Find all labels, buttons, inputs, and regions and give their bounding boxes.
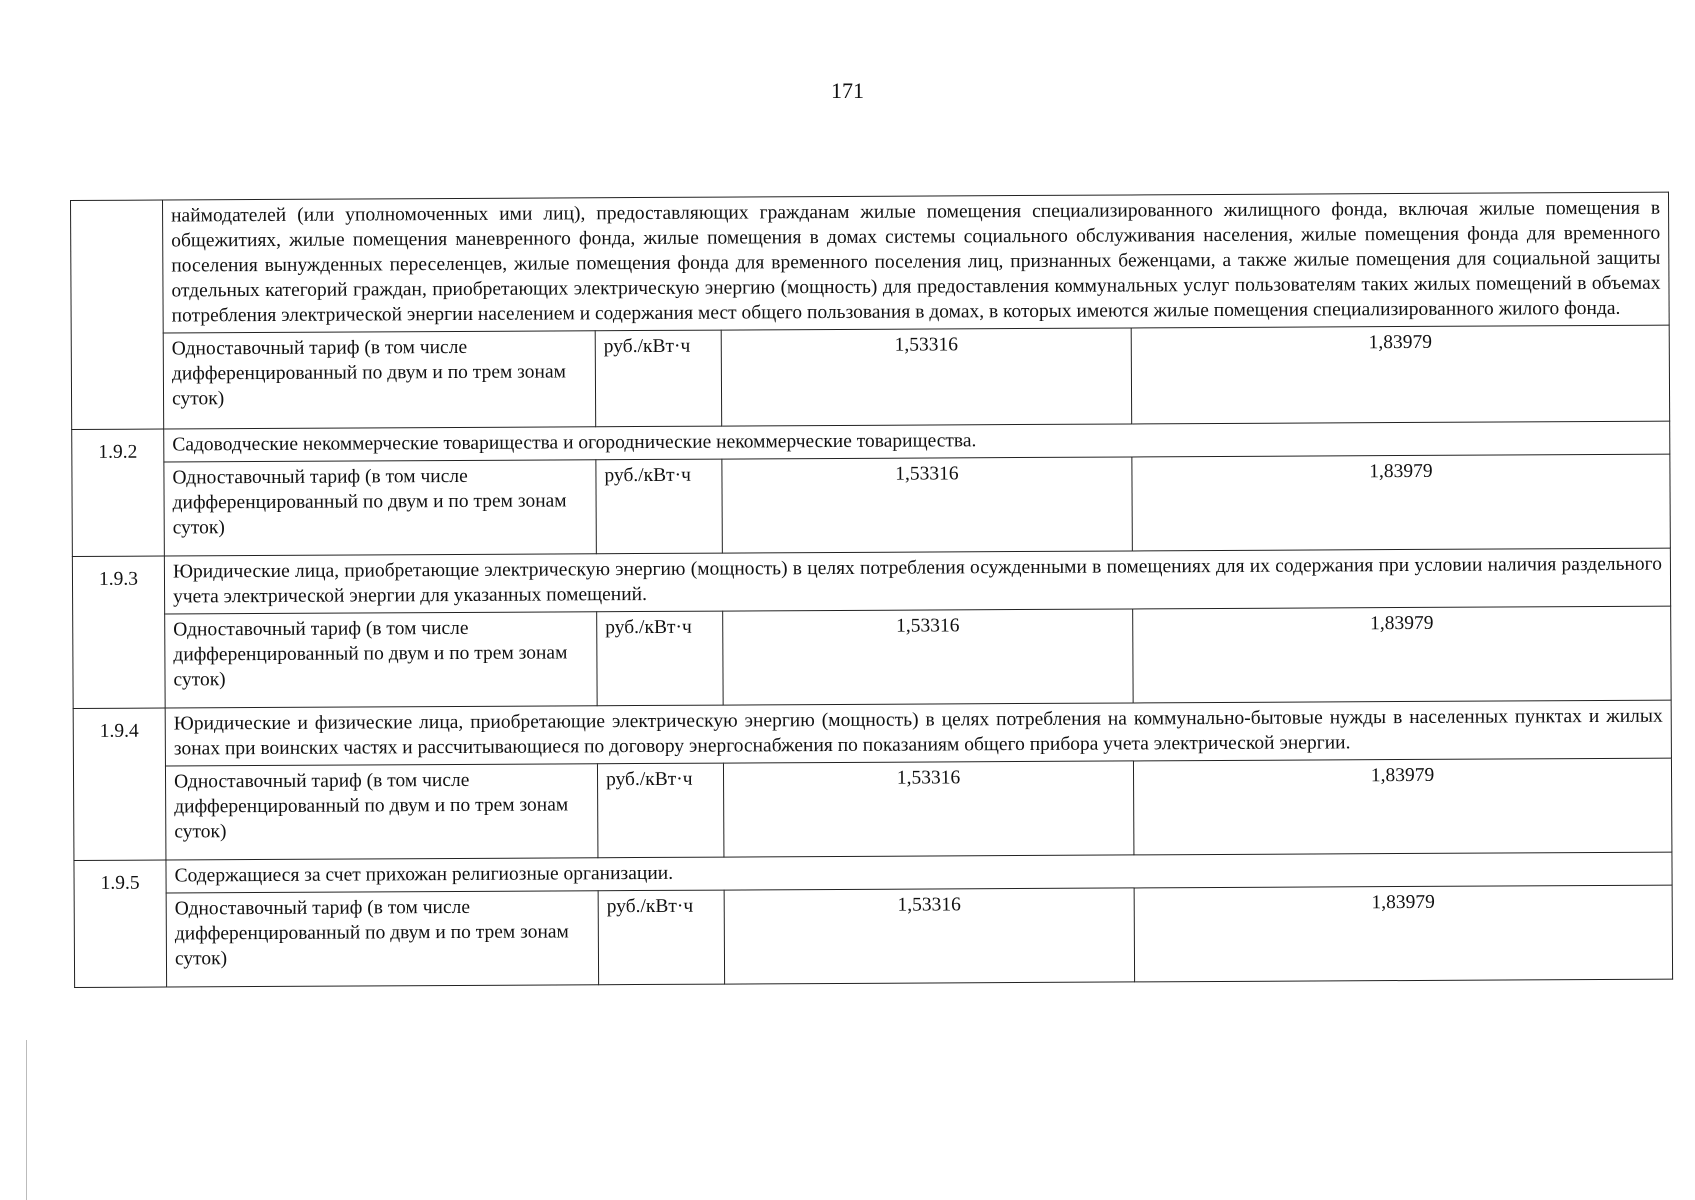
- section-number: 1.9.4: [73, 708, 166, 860]
- value-second-half-year: 1,83979: [1133, 606, 1671, 703]
- unit-cell: руб./кВт·ч: [596, 459, 722, 554]
- tariff-name: Одноставочный тариф (в том числе дифференцированный по двум и по трем зонам суток): [166, 891, 598, 987]
- value-second-half-year: 1,83979: [1132, 454, 1670, 551]
- unit-cell: руб./кВт·ч: [597, 763, 723, 858]
- value-second-half-year: 1,83979: [1133, 758, 1671, 855]
- table-row-section-1-9-3-tariff: [73, 606, 1671, 708]
- table-row-section-1-9-4: [73, 700, 1671, 766]
- section-description: Садоводческие некоммерческие товарищества и огороднические некоммерческие товарищества.: [164, 421, 1670, 462]
- row-number-cell-empty: [71, 200, 164, 429]
- table-row-section-1-9-4-tariff: [73, 758, 1671, 860]
- section-number: 1.9.5: [74, 860, 167, 987]
- unit-cell: руб./кВт·ч: [595, 330, 722, 427]
- value-first-half-year: 1,53316: [723, 761, 1133, 857]
- unit-cell: руб./кВт·ч: [598, 890, 724, 985]
- tariff-table: [70, 192, 1673, 988]
- tariff-name: Одноставочный тариф (в том числе дифференцированный по двум и по трем зонам суток): [165, 612, 597, 708]
- value-first-half-year: 1,53316: [721, 328, 1131, 426]
- value-first-half-year: 1,53316: [724, 888, 1134, 984]
- value-first-half-year: 1,53316: [722, 457, 1132, 553]
- table-row-intro-description: [71, 192, 1670, 333]
- section-description: Юридические и физические лица, приобретающие электрическую энергию (мощность) в целях потребления на коммунально-бытовые нужды в населенных пунктах и жилых зонах при воинских частях и рассчитывающиеся по договору энергоснабжения по показаниям общего прибора учета электрической энергии.: [165, 700, 1671, 766]
- tariff-name: Одноставочный тариф (в том числе дифференцированный по двум и по трем зонам суток): [164, 460, 596, 556]
- section-description: Содержащиеся за счет прихожан религиозные организации.: [166, 852, 1672, 893]
- unit-cell: руб./кВт·ч: [597, 611, 723, 706]
- table-row-section-1-9-3: [72, 548, 1670, 614]
- section-number: 1.9.2: [72, 429, 165, 556]
- section-description: Юридические лица, приобретающие электрическую энергию (мощность) в целях потребления осужденными в помещениях для их содержания при условии наличия раздельного учета электрической энергии для указанных помещений.: [164, 548, 1670, 614]
- tariff-name: Одноставочный тариф (в том числе дифференцированный по двум и по трем зонам суток): [165, 764, 597, 860]
- value-second-half-year: 1,83979: [1131, 325, 1669, 424]
- table-row-section-1-9-5-tariff: [74, 885, 1672, 987]
- table-row-section-1-9-2-tariff: [72, 454, 1670, 556]
- table-row-intro-tariff: [71, 325, 1669, 429]
- intro-description: наймодателей (или уполномоченных ими лиц), предоставляющих гражданам жилые помещения специализированного жилищного фонда, включая жилые помещения в общежитиях, жилые помещения маневренного фонда, жилые помещения в домах системы социального обслуживания населения, жилые помещения фонда для временного поселения вынужденных переселенцев, жилые помещения фонда для временного поселения лиц, признанных беженцами, а также жилые помещения для социальной защиты отдельных категорий граждан, приобретающих электрическую энергию (мощность) для предоставления коммунальных услуг пользователям таких жилых помещений в объемах потребления электрической энергии населением и содержания мест общего пользования в домах, в которых имеются жилые помещения специализированного жилого фонда.: [163, 192, 1670, 333]
- page-number: 171: [831, 78, 864, 103]
- value-first-half-year: 1,53316: [723, 609, 1133, 705]
- section-number: 1.9.3: [72, 556, 165, 708]
- tariff-name: Одноставочный тариф (в том числе дифференцированный по двум и по трем зонам суток): [163, 331, 595, 429]
- value-second-half-year: 1,83979: [1134, 885, 1672, 982]
- scan-edge-line: [26, 1040, 27, 1200]
